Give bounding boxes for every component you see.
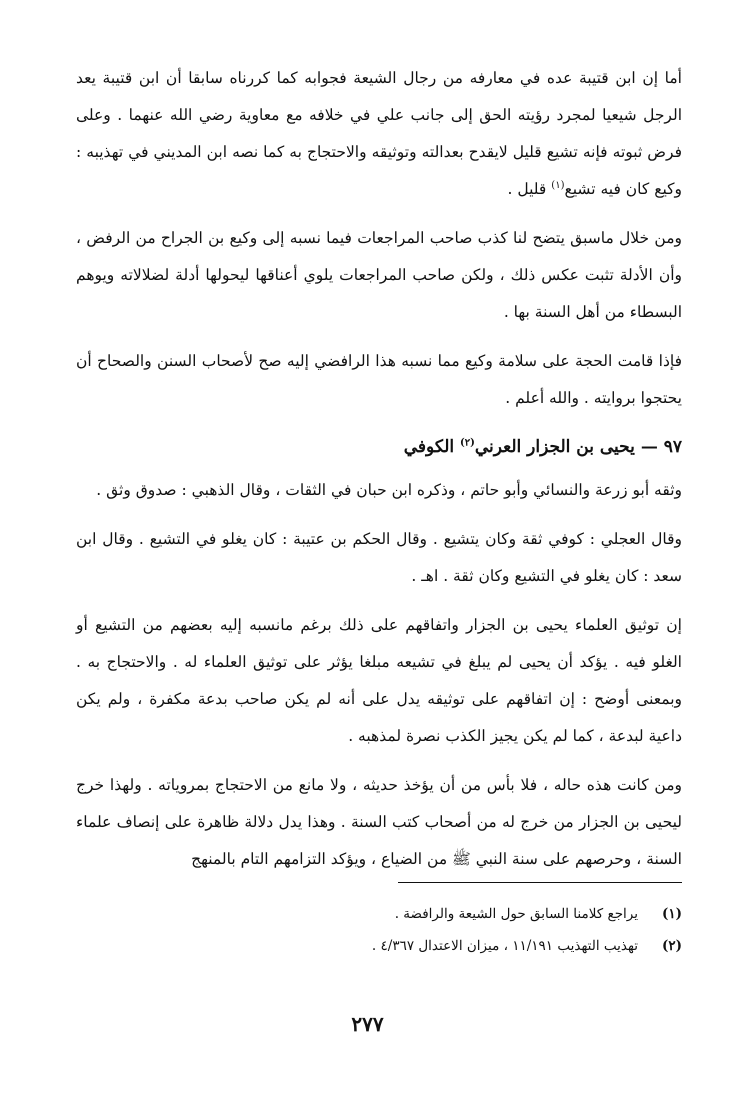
- footnote-1: [76, 898, 682, 930]
- main-text: [76, 60, 682, 890]
- entry-name: يحيى بن الجزار العرني: [474, 437, 635, 457]
- footnote-2-text: تهذيب التهذيب ١١/١٩١ ، ميزان الاعتدال ٤/٣٦٧ .: [371, 938, 638, 954]
- paragraph-3: فإذا قامت الحجة على سلامة وكيع مما نسبه هذا الرافضي إليه صح لأصحاب السنن والصحاح أن يحتجوا بروايته . والله أعلم .: [76, 352, 682, 407]
- paragraph-6: إن توثيق العلماء يحيى بن الجزار واتفاقهم على ذلك برغم مانسبه إليه بعضهم من التشيع أو الغلو فيه . يؤكد أن يحيى لم يبلغ في تشيعه مبلغا يؤثر على توثيق العلماء له . والاحتجاج به . وبمعنى أوضح : إن اتفاقهم على توثيقه يدل على أنه لم يكن صاحب بدعة مكفرة ، ولم يكن داعية لبدعة ، كما لم يكن يجيز الكذب نصرة لمذهبه .: [76, 616, 682, 745]
- footnote-2-number: (٢): [661, 938, 682, 954]
- paragraph-1-tail: قليل .: [507, 180, 552, 198]
- paragraph-5: وقال العجلي : كوفي ثقة وكان يتشيع . وقال الحكم بن عتيبة : كان يغلو في التشيع . وقال ابن سعد : كان يغلو في التشيع وكان ثقة . اهـ .: [76, 530, 682, 585]
- entry-heading: [76, 429, 682, 466]
- paragraph-1-text: أما إن ابن قتيبة عده في معارفه من رجال الشيعة فجوابه كما كررناه سابقا أن ابن قتيبة يعد الرجل شيعيا لمجرد رؤيته الحق إلى جانب علي في خلافه مع معاوية رضي الله عنهما . وعلى فرض ثبوته فإنه تشيع قليل لايقدح بعدالته وتوثيقه والاحتجاج به كما نصه ابن المديني في تهذيبه : وكيع كان فيه تشيع: [76, 69, 682, 198]
- paragraph-7: ومن كانت هذه حاله ، فلا بأس من أن يؤخذ حديثه ، ولا مانع من الاحتجاج بمروياته . ولهذا خرج ليحيى بن الجزار من خرج له من أصحاب كتب السنة . وهذا يدل دلالة ظاهرة على إنصاف علماء السنة ، وحرصهم على سنة النبي ﷺ من الضياع ، ويؤكد التزامهم التام بالمنهج: [76, 776, 682, 868]
- page-number: ٢٧٧: [351, 1012, 384, 1036]
- footnote-1-number: (١): [661, 906, 682, 922]
- footnote-ref-1: (١): [551, 179, 565, 191]
- entry-number: ٩٧: [663, 437, 682, 457]
- paragraph-2: ومن خلال ماسبق يتضح لنا كذب صاحب المراجعات فيما نسبه إلى وكيع بن الجراح من الرفض ، وأن الأدلة تثبت عكس ذلك ، ولكن صاحب المراجعات يلوي أعناقها ليحولها أدلة لضلالاته ويوهم البسطاء من أهل السنة بها .: [76, 229, 682, 321]
- paragraph-4: وثقه أبو زرعة والنسائي وأبو حاتم ، وذكره ابن حبان في الثقات ، وقال الذهبي : صدوق وثق .: [96, 481, 682, 499]
- footnote-2: [76, 930, 682, 962]
- footnotes: [76, 898, 682, 962]
- footnote-ref-2: (٢): [460, 437, 475, 449]
- entry-name-tail: الكوفي: [403, 437, 461, 457]
- footnote-1-text: يراجع كلامنا السابق حول الشيعة والرافضة .: [394, 906, 638, 922]
- paragraph-1: [76, 60, 682, 208]
- footnote-separator: [398, 882, 682, 883]
- entry-dash: —: [640, 437, 658, 457]
